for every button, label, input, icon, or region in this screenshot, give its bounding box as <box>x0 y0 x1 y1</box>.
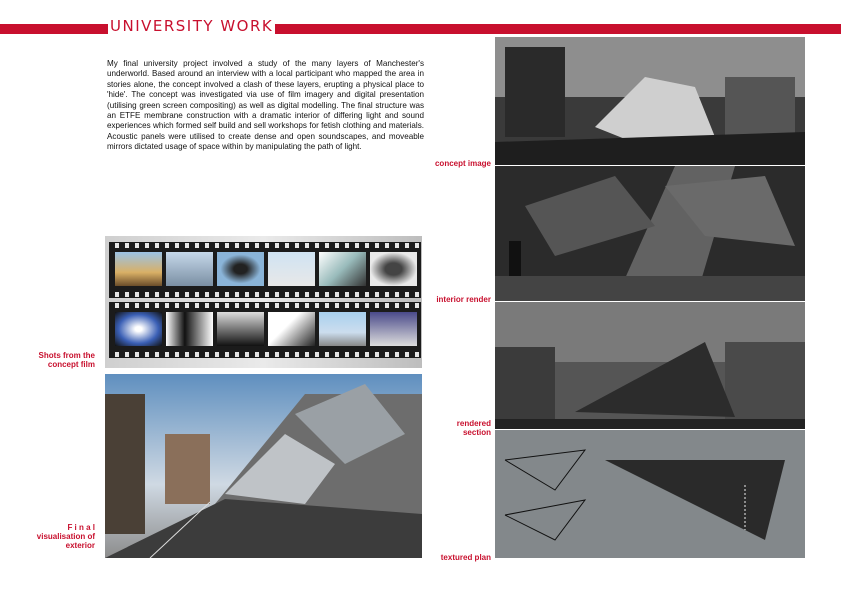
concept-film-strip <box>105 236 422 368</box>
caption-concept-film: Shots from the concept film <box>38 351 95 369</box>
caption-final-visualisation: F i n a l visualisation of exterior <box>36 523 95 550</box>
concept-image <box>495 37 805 165</box>
interior-render-image <box>495 166 805 301</box>
caption-rendered-section: rendered section <box>456 419 491 437</box>
caption-textured-plan: textured plan <box>440 553 491 562</box>
exterior-visualisation-image <box>105 374 422 558</box>
rendered-section-image <box>495 302 805 429</box>
film-strip-bottom <box>109 302 421 358</box>
textured-plan-image <box>495 430 805 558</box>
intro-paragraph: My final university project involved a study of the many layers of Manchester's underworld. Based around an interview with a local participant who mapped the area in stories alone, the concept involved a clash of these layers, erupting a physical place to 'hide'. The concept was investigated via use of film imagery and digital presentation (utilising green screen compositing) as well as digital modelling. The final structure was an ETFE membrane construction with a dramatic interior of differing light and sound experiences which formed self build and sell workshops for fetish clothing and materials. Acoustic panels were utilised to create dense and open soundscapes, and moveable mirrors dictated usage of space within by manipulating the path of light. <box>107 59 424 152</box>
caption-concept-image: concept image <box>434 159 491 168</box>
page-title: UNIVERSITY WORK <box>110 17 274 35</box>
film-strip-top <box>109 242 421 298</box>
caption-interior-render: interior render <box>436 295 491 304</box>
